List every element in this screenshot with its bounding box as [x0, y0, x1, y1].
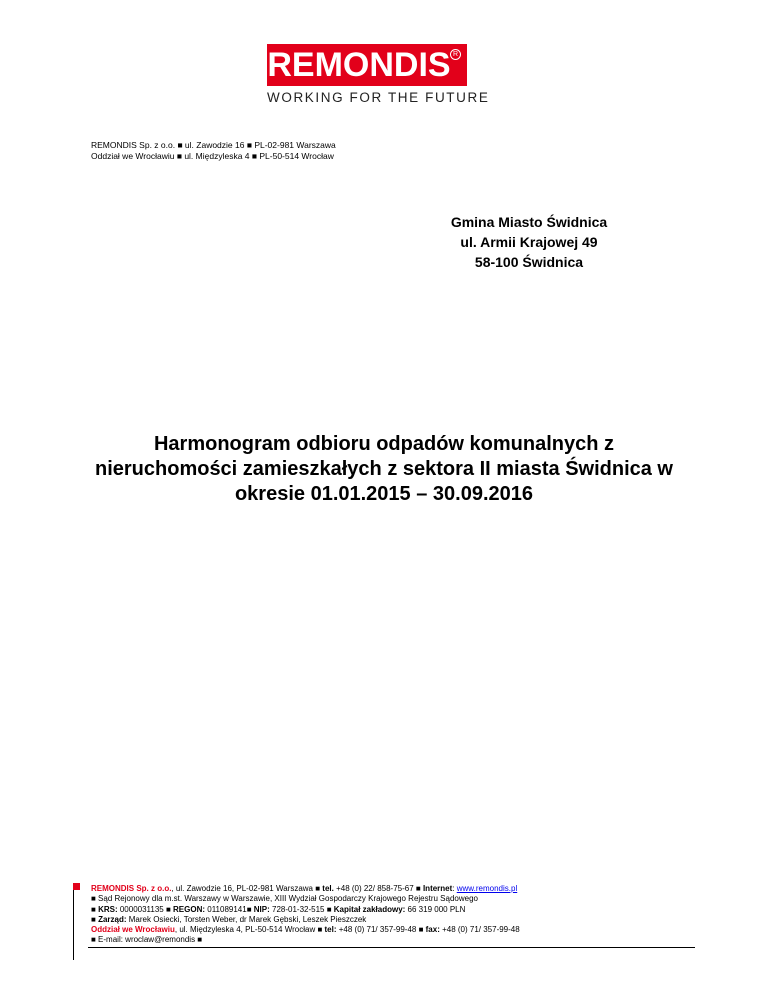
footer-line-3 — [91, 905, 520, 915]
document-title — [90, 432, 678, 507]
footer-horizontal-rule — [88, 947, 695, 948]
registered-mark-icon: R — [450, 49, 461, 60]
recipient-line-2: ul. Armii Krajowej 49 — [460, 234, 598, 250]
footer-nip-label: NIP: — [253, 904, 270, 914]
sender-line-1: REMONDIS Sp. z o.o. ■ ul. Zawodzie 16 ■ PL-02-981 Warszawa — [91, 140, 336, 150]
footer-company-info — [91, 884, 520, 946]
footer-address: , ul. Zawodzie 16, PL-02-981 Warszawa ■ — [171, 884, 323, 893]
footer-internet-label: Internet — [422, 884, 453, 893]
footer-board: Marek Osiecki, Torsten Weber, dr Marek Gębski, Leszek Pieszczek — [126, 914, 367, 924]
footer-branch-name: Oddział we Wrocławiu — [91, 925, 175, 935]
title-line-2: nieruchomości zamieszkałych z sektora II miasta Świdnica w — [94, 458, 673, 480]
title-line-1: Harmonogram odbioru odpadów komunalnych z — [153, 433, 615, 455]
remondis-logo — [267, 44, 467, 86]
footer-fax: +48 (0) 71/ 357-99-48 — [439, 925, 520, 935]
logo-wordmark: REMONDIS — [267, 46, 451, 84]
footer-board-label: Zarząd: — [98, 914, 127, 924]
footer-nip: 728-01-32-515 ■ — [269, 904, 334, 914]
footer-line-1 — [91, 884, 520, 894]
footer-regon-label: REGON: — [173, 904, 206, 914]
recipient-line-3: 58-100 Świdnica — [474, 254, 584, 270]
recipient-line-1: Gmina Miasto Świdnica — [450, 214, 608, 230]
footer-regon: 011089141■ — [205, 904, 254, 914]
recipient-address — [400, 212, 658, 272]
footer-vertical-rule — [73, 890, 74, 960]
footer-company-name: REMONDIS Sp. z o.o. — [91, 884, 172, 893]
sender-address — [91, 140, 336, 162]
footer-email: ■ E-mail: wroclaw@remondis ■ — [91, 935, 203, 945]
footer-krs: 0000031135 ■ — [117, 904, 174, 914]
footer-branch-tel-label: tel: — [324, 925, 337, 935]
footer-tel-label: tel. — [322, 884, 334, 893]
footer-line-4 — [91, 915, 520, 925]
footer-red-marker — [73, 883, 80, 890]
footer-website-link[interactable]: www.remondis.pl — [456, 884, 518, 893]
title-line-3: okresie 01.01.2015 – 30.09.2016 — [234, 483, 534, 505]
footer-bullet: ■ — [91, 904, 99, 914]
footer-bullet-2: ■ — [91, 914, 99, 924]
footer-capital: 66 319 000 PLN — [405, 904, 466, 914]
footer-branch-tel: +48 (0) 71/ 357-99-48 ■ — [336, 925, 426, 935]
footer-line-5 — [91, 925, 520, 935]
footer-tel: +48 (0) 22/ 858-75-67 ■ — [333, 884, 423, 893]
footer-krs-label: KRS: — [98, 904, 118, 914]
footer-branch-address: , ul. Międzyleska 4, PL-50-514 Wrocław ■ — [174, 925, 325, 935]
footer-internet-sep: : — [452, 884, 457, 893]
sender-line-2: Oddział we Wrocławiu ■ ul. Międzyleska 4 ■ PL-50-514 Wrocław — [91, 151, 334, 161]
logo-tagline: WORKING FOR THE FUTURE — [267, 90, 490, 105]
footer-court: ■ Sąd Rejonowy dla m.st. Warszawy w Warszawie, XIII Wydział Gospodarczy Krajowego Rejestru Sądowego — [91, 894, 478, 904]
footer-fax-label: fax: — [425, 925, 440, 935]
footer-capital-label: Kapitał zakładowy: — [333, 904, 406, 914]
